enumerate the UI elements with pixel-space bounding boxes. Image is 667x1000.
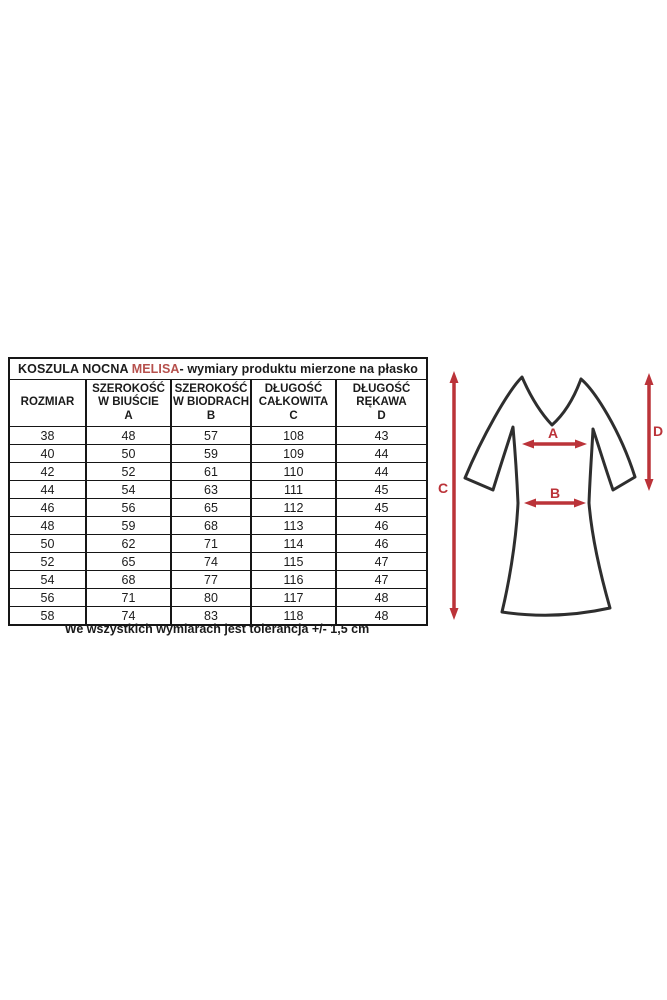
garment-diagram-svg: [430, 355, 667, 645]
table-title-row: [9, 358, 427, 380]
table-row: [9, 463, 427, 481]
table-header-row: [9, 380, 427, 427]
table-cell: 61: [171, 463, 251, 481]
table-row: [9, 499, 427, 517]
table-cell: 43: [336, 427, 427, 445]
table-cell: 80: [171, 589, 251, 607]
table-cell: 74: [171, 553, 251, 571]
table-cell: 46: [9, 499, 86, 517]
table-title: [9, 358, 427, 380]
table-cell: 40: [9, 445, 86, 463]
table-cell: 108: [251, 427, 336, 445]
tolerance-note: We wszystkich wymiarach jest tolerancja +/- 1,5 cm: [64, 622, 370, 636]
table-cell: 65: [171, 499, 251, 517]
table-cell: 50: [86, 445, 171, 463]
table-cell: 48: [86, 427, 171, 445]
table-cell: 77: [171, 571, 251, 589]
table-cell: 44: [9, 481, 86, 499]
column-header-rozmiar: [9, 380, 86, 427]
table-cell: 113: [251, 517, 336, 535]
table-row: [9, 571, 427, 589]
table-row: [9, 427, 427, 445]
bust-measure-label: A: [547, 425, 559, 441]
table-cell: 71: [86, 589, 171, 607]
table-cell: 59: [171, 445, 251, 463]
table-cell: 46: [336, 535, 427, 553]
title-prefix: KOSZULA NOCNA: [18, 362, 132, 376]
table-cell: 50: [9, 535, 86, 553]
table-cell: 83: [171, 607, 251, 626]
table-cell: 110: [251, 463, 336, 481]
table-cell: 115: [251, 553, 336, 571]
table-cell: 74: [86, 607, 171, 626]
column-header-hips: SZEROKOŚĆ W BIODRACH B: [171, 380, 251, 427]
table-cell: 114: [251, 535, 336, 553]
column-header-label: ROZMIAR: [20, 396, 75, 409]
table-cell: 59: [86, 517, 171, 535]
table-cell: 46: [336, 517, 427, 535]
column-header-bust: SZEROKOŚĆ W BIUŚCIE A: [86, 380, 171, 427]
table-cell: 38: [9, 427, 86, 445]
table-row: [9, 445, 427, 463]
table-row: [9, 589, 427, 607]
table-cell: 52: [86, 463, 171, 481]
table-cell: 112: [251, 499, 336, 517]
table-cell: 48: [9, 517, 86, 535]
table-cell: 54: [86, 481, 171, 499]
table-cell: 63: [171, 481, 251, 499]
table-cell: 62: [86, 535, 171, 553]
size-chart-table: [8, 357, 428, 626]
total-length-label: C: [437, 480, 449, 496]
total-length-arrow: [450, 371, 459, 620]
table-cell: 56: [9, 589, 86, 607]
table-cell: 71: [171, 535, 251, 553]
table-cell: 47: [336, 553, 427, 571]
table-row: [9, 535, 427, 553]
table-row: [9, 517, 427, 535]
table-cell: 109: [251, 445, 336, 463]
table-cell: 45: [336, 499, 427, 517]
table-cell: 116: [251, 571, 336, 589]
table-cell: 57: [171, 427, 251, 445]
table-cell: 56: [86, 499, 171, 517]
table-cell: 54: [9, 571, 86, 589]
table-cell: 68: [86, 571, 171, 589]
table-cell: 111: [251, 481, 336, 499]
table-cell: 45: [336, 481, 427, 499]
table-cell: 47: [336, 571, 427, 589]
table-cell: 44: [336, 445, 427, 463]
garment-diagram: [430, 355, 667, 645]
table-cell: 117: [251, 589, 336, 607]
table-cell: 48: [336, 589, 427, 607]
column-header-total-length: DŁUGOŚĆ CAŁKOWITA C: [251, 380, 336, 427]
table-cell: 118: [251, 607, 336, 626]
table-row: [9, 481, 427, 499]
product-name-highlight: MELISA: [131, 362, 180, 376]
table-cell: 48: [336, 607, 427, 626]
table-row: [9, 553, 427, 571]
table-cell: 52: [9, 553, 86, 571]
table-cell: 68: [171, 517, 251, 535]
table-cell: 44: [336, 463, 427, 481]
sleeve-length-label: D: [652, 423, 664, 439]
title-suffix: - wymiary produktu mierzone na płasko: [179, 362, 418, 376]
column-header-sleeve-length: DŁUGOŚĆ RĘKAWA D: [336, 380, 427, 427]
table-cell: 65: [86, 553, 171, 571]
hip-measure-label: B: [549, 485, 561, 501]
table-cell: 42: [9, 463, 86, 481]
table-cell: 58: [9, 607, 86, 626]
